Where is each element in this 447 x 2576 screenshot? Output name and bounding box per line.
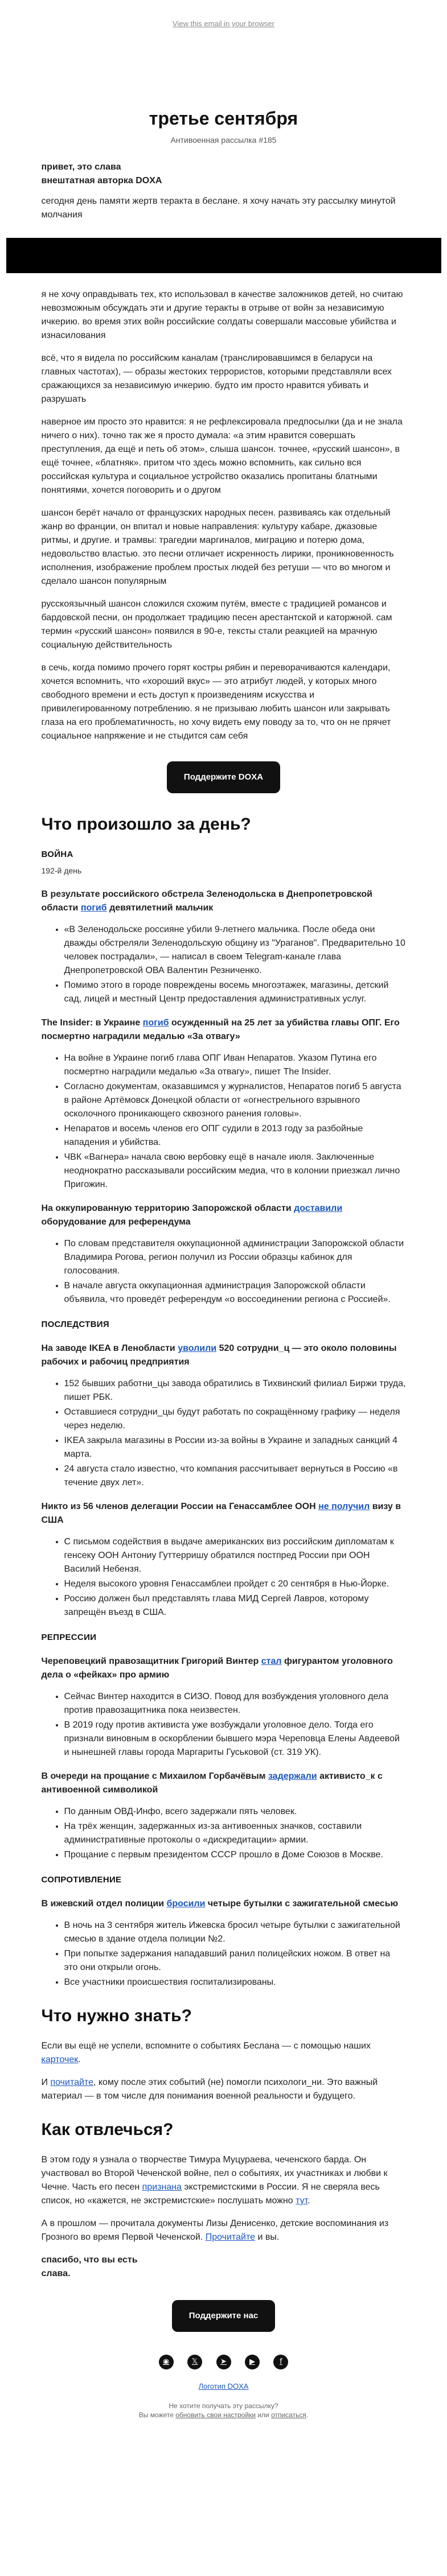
list-item: • IKEA закрыла магазины в России из-за войны в Украине и западных санкций 4 марта. [64,1434,406,1461]
news-lead-text: Никто из 56 членов делегации России на Генассамблее ООН [41,1502,319,1511]
list-item: • С письмом содействия в выдаче американских виз российским дипломатам к генсеку ООН Антониу Гуттерришу обратился постпред России при ООН Василий Небензя. [64,1535,406,1576]
news-source-link[interactable]: погиб [80,903,107,913]
intro-paragraph: русскоязычный шансон сложился схожим путём, вместе с традицией романсов и бардовской песни, он продолжает традицию песен арестантской и каторжной. сам термин «русский шансон» появился в 90-е, тексты стали реакцией на мрачную социальную действительность [41,599,392,650]
intro-paragraph: я не хочу оправдывать тех, кто использовал в качестве заложников детей, но считаю невозможным обсуждать эти и другие теракты в отрыве от войн за независимую ичкерию. во время этих войн российские солдаты совершали массовые убийства и изнасилования [41,290,403,340]
list-item: • Прощание с первым президентом СССР прошло в Доме Союзов в Москве. [64,1848,406,1862]
news-bullets [42,923,406,1006]
know-paragraph [42,2039,406,2067]
footer-text: или [256,2411,272,2419]
news-source-link[interactable]: уволили [178,1343,217,1353]
relax-paragraph [42,2217,406,2244]
list-item: • Неделя высокого уровня Генассамблеи пройдет с 20 сентября в Нью-Йорке. [64,1577,406,1591]
list-item: • Сейчас Винтер находится в СИЗО. Повод для возбуждения уголовного дела против правозащитника пока неизвестен. [64,1690,406,1717]
list-item: • Россию должен был представлять глава МИД Сергей Лавров, которому запрещён въезд в США. [64,1592,406,1619]
list-item: • Непаратов и восемь членов его ОПГ судили в 2013 году за разбойные нападения и убийства. [64,1122,406,1149]
greeting-line-2: внештатная авторка DOXA [41,176,162,186]
list-item: • В 2019 году против активиста уже возбуждали уголовное дело. Тогда его признали виновным в оскорблении бывшего мэра Череповца Елены Авдеевой и нынешней главы города Маргариты Гуськовой (ст. 319 УК). [64,1718,406,1759]
relax-paragraph [42,2153,406,2208]
paragraph-text: А в прошлом — прочитала документы Лизы Денисенко, детские воспоминания из Грозного во время Первой Чеченской. [41,2219,389,2242]
paragraph-text: экстремистскими в России. Я не сверяла весь список, но «кажется, не экстремистские» послушать можно [41,2182,380,2206]
list-item: • По данным ОВД-Инфо, всего задержали пять человек. [64,1805,406,1819]
news-lead [42,1770,406,1797]
paragraph-text: В этом году я узнала о творчестве Тимура Муцураева, чеченского барда. Он участвовал во Второй Чеченской войне, пел о событиях, их участниках и любви к Чечне. Часть его песен [41,2155,388,2192]
youtube-icon[interactable]: ▶ [245,2355,260,2369]
read-diaries-link[interactable]: Прочитайте [205,2232,256,2242]
paragraph-text: И [41,2078,51,2087]
intro-paragraph: всё, что я видела по российским каналам (транслировавшимся в беларуси на главных частотах), — образы жестоких террористов, которыми представляли всех сражающихся за независимую ичкерию. будто им просто нравится убивать и разрушать [41,353,392,404]
news-lead [42,1202,406,1229]
news-bullets [42,1535,406,1619]
view-in-browser-link[interactable]: View this email in your browser [173,19,274,28]
news-lead-text: оборудование для референдума [41,1217,191,1227]
list-item: • 24 августа стало известно, что компания рассчитывает вернуться в Россию «в течение двух лет». [64,1462,406,1490]
recognized-link[interactable]: признана [142,2182,182,2192]
intro-paragraph: наверное им просто это нравится: я не рефлексировала предпосылки (да и не знала ничего о них). точно так же я просто думала: «а этим нравится совершать преступления, да ещё и петь об этом», слыша шансон. точнее, «русский шансон», в ещё точнее, «блатняк». притом что здесь можно вспомнить, как сильно вся российская культура и социальное устройство оказались пропитаны блатными понятиями, хочется поговорить и о другом [41,417,403,495]
relax-heading: Как отвлечься? [41,2120,174,2139]
know-heading: Что нужно знать? [41,2006,192,2025]
news-lead [42,1016,406,1044]
list-item: • Оставшиеся сотрудни_цы будут работать по сокращённому графику — неделя через неделю. [64,1406,406,1433]
paragraph-text: . [78,2055,81,2064]
list-item: • Все участники происшествия госпитализированы. [64,1976,406,1989]
news-source-link[interactable]: бросили [166,1899,206,1909]
news-lead-text: активисто_к с антивоенной символикой [41,1771,383,1795]
intro-paragraph: шансон берёт начало от французских народных песен. развиваясь как отдельный жанр во франции, он впитал и новые направления: культуру кабаре, джазовые ритмы, и другие. и трамвы: трагедии маргиналов, миграцию и потерю дома, недовольство властью. это песни отличает искренность лирики, проникновенность исполнения, изображение проблем простых людей без ретуши — что во многом и сделало шансон популярным [41,508,394,586]
news-source-link[interactable]: задержали [268,1771,317,1781]
news-bullets [42,1690,406,1759]
support-doxa-row [42,761,406,793]
section-title-repressions: РЕПРЕССИИ [41,1633,97,1642]
news-lead-text: В ижевский отдел полиции [41,1899,167,1909]
support-us-button[interactable]: Поддержите нас [172,2300,276,2332]
news-lead-text: визу в США [41,1502,401,1525]
sign-off-line-2: слава. [41,2269,71,2278]
paragraph-text: Если вы ещё не успели, вспомните о событиях Беслана — с помощью наших [41,2041,371,2051]
news-bullets [42,1919,406,1989]
news-bullets [42,1377,406,1490]
twitter-icon[interactable]: 𝕏 [187,2355,202,2369]
news-bullets [42,1237,406,1306]
list-item: • На трёх женщин, задержанных из-за антивоенных значков, составили административные протоколы о «дискредитации» армии. [64,1820,406,1847]
news-lead-text: 520 сотрудни_ц — это около половины рабочих и рабочиц предприятия [41,1343,397,1367]
facebook-icon[interactable]: f [273,2355,288,2369]
issue-number: Антивоенная рассылка #185 [170,135,277,145]
list-item: • По словам представителя оккупационной администрации Запорожской области Владимира Рогова, регион получил из России образцы кабинок для голосования. [64,1237,406,1278]
news-lead-text: Череповецкий правозащитник Григорий Винтер [41,1656,261,1666]
list-item: • В начале августа оккупационная администрация Запорожской области объявила, что проведёт референдум «о воссоединении региона с Россией». [64,1279,406,1306]
greeting [42,160,406,188]
cards-link[interactable]: карточек [41,2055,79,2064]
war-day-counter: 192-й день [41,866,82,875]
sign-off-line-1: спасибо, что вы есть [41,2255,138,2265]
list-item: • «В Зеленодольске россияне убили 9-летнего мальчика. После обеда они дважды обстреляли Зеленодольскую общину из "Ураганов". Предварительно 10 человек пострадали», — написал в своем Telegram-канале глава Днепропетровской ОВА Валентин Резниченко. [64,923,406,978]
paragraph-text: , кому после этих событий (не) помогли психологи_ни. Это важный материал — в том числе для понимания военной реальности и будущего. [41,2078,378,2101]
update-preferences-link[interactable]: обновить свои настройки [175,2411,256,2419]
list-item: • ЧВК «Вагнера» начала свою вербовку ещё в начале июля. Заключенные неоднократно рассказывали российским медиа, что в колонии приезжал лично Пригожин. [64,1151,406,1192]
news-lead-text: На оккупированную территорию Запорожской области [41,1203,294,1213]
news-source-link[interactable]: стал [261,1656,282,1666]
news-source-link[interactable]: погиб [142,1018,169,1028]
footer-options [42,2410,406,2420]
list-item: • При попытке задержания нападавший ранил полицейских ножом. В ответ на это они открыли огонь. [64,1947,406,1975]
support-us-row [42,2300,406,2332]
news-lead [42,1500,406,1527]
intro-paragraph: в сечь, когда помимо прочего горят костры рябин и переворачиваются календари, хочется вспомнить, что «хороший вкус» — это атрибут людей, у которых много свободного времени и есть доступ к произведениям искусства и привилегированному потреблению. я не призываю любить шансон или закрывать глаза на его проблематичность, но хочу видеть ему поводу за то, что он не прячет социальное напряжение и не стыдится сам себя [41,663,391,741]
footer-text: . [306,2411,309,2419]
news-lead-text: В результате российского обстрела Зеленодольска в Днепропетровской области [41,889,372,913]
news-lead-text: девятилетний мальчик [106,903,214,913]
list-item: • В ночь на 3 сентября житель Ижевска бросил четыре бутылки с зажигательной смесью в здание отдела полиции №2. [64,1919,406,1946]
instagram-icon[interactable]: ◉ [159,2355,174,2369]
unsubscribe-question: Не хотите получать эту рассылку? [169,2402,278,2410]
news-source-link[interactable]: не получил [318,1502,370,1511]
list-item: • Согласно документам, оказавшимся у журналистов, Непаратов погиб 5 августа в районе Артёмовск Донецкой области от «огнестрельного взрывного осколочного проникающего сквозного ранения головы». [64,1080,406,1121]
news-lead [42,888,406,915]
footer [42,2401,406,2431]
section-title-consequences: ПОСЛЕДСТВИЯ [41,1320,109,1329]
news-lead-text: На заводе IKEA в Ленобласти [41,1343,178,1353]
email-body [42,107,406,2431]
page-title: третье сентября [149,108,298,129]
paragraph-text: . [307,2196,310,2206]
news-lead [42,1342,406,1369]
list-item: • Помимо этого в городе повреждены восемь многоэтажек, магазины, детский сад, лицей и местный Центр предоставления административных услуг. [64,979,406,1006]
unsubscribe-link[interactable]: отписаться [271,2411,306,2419]
sign-off [42,2253,406,2281]
news-lead [42,1897,406,1911]
news-heading: Что произошло за день? [41,815,251,834]
listen-here-link[interactable]: тут [296,2196,308,2206]
doxa-logo-link[interactable]: Логотип DOXA [198,2382,249,2390]
footer-logo [42,2380,406,2393]
section-title-war: ВОЙНА [41,850,73,859]
know-paragraph [42,2076,406,2103]
read-link[interactable]: почитайте [50,2078,93,2087]
support-doxa-button[interactable]: Поддержите DOXA [167,761,280,793]
news-lead-text: В очереди на прощание с Михаилом Горбачёвым [41,1771,268,1781]
news-lead-text: осужденный на 25 лет за убийства главы ОПГ. Его посмертно наградили медалью «За отвагу» [41,1018,400,1041]
news-lead-text: фигурантом уголовного дела о «фейках» про армию [41,1656,393,1680]
greeting-line-1: привет, это слава [41,162,121,172]
footer-text: Вы можете [138,2411,176,2419]
intro-paragraph: сегодня день памяти жертв теракта в беслане. я хочу начать эту рассылку минутой молчания [41,196,396,220]
mourning-banner [6,238,441,273]
news-lead [42,1655,406,1682]
list-item: • 152 бывших работни_цы завода обратились в Тихвинский филиал Биржи труда, пишет РБК. [64,1377,406,1404]
news-source-link[interactable]: доставили [294,1203,343,1213]
list-item: • На войне в Украине погиб глава ОПГ Иван Непаратов. Указом Путина его посмертно наградили медалью «За отвагу», пишет The Insider. [64,1052,406,1079]
telegram-icon[interactable]: ➤ [216,2355,231,2369]
section-title-resistance: СОПРОТИВЛЕНИЕ [41,1875,122,1885]
paragraph-text: и вы. [255,2232,280,2242]
social-links [42,2355,406,2369]
news-lead-text: The Insider: в Украине [41,1018,143,1028]
news-bullets [42,1052,406,1192]
news-bullets [42,1805,406,1862]
news-lead-text: четыре бутылки с зажигательной смесью [205,1899,399,1909]
